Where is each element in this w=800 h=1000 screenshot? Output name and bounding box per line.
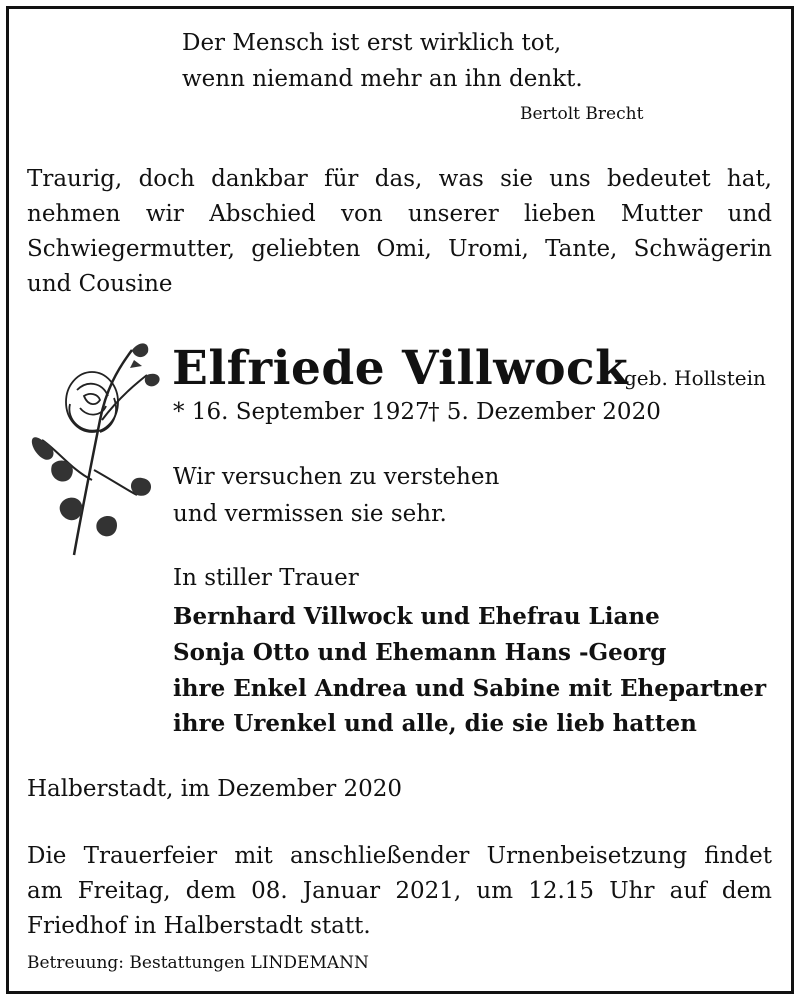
funeral-line-1: Die Trauerfeier mit anschließender Urnenbeisetzung findet <box>27 843 772 869</box>
intro-line-2: nehmen wir Abschied von unserer lieben Mutter und <box>27 201 772 227</box>
intro-line-1: Traurig, doch dankbar für das, was sie uns bedeutet hat, <box>27 166 772 192</box>
quote-line-1: Der Mensch ist erst wirklich tot, <box>182 30 562 56</box>
undertaker-credit: Betreuung: Bestattungen LINDEMANN <box>27 953 369 973</box>
deceased-name: Elfriede Villwock <box>172 341 629 396</box>
intro-line-3: Schwiegermutter, geliebten Omi, Uromi, Tante, Schwägerin <box>27 236 772 262</box>
message-line-1: Wir versuchen zu verstehen <box>173 464 500 490</box>
mourner-line: ihre Enkel Andrea und Sabine mit Ehepartner <box>173 675 767 702</box>
quote-author: Bertolt Brecht <box>520 104 644 124</box>
maiden-name: geb. Hollstein <box>624 366 766 390</box>
message-line-2: und vermissen sie sehr. <box>173 501 447 527</box>
mourners-heading: In stiller Trauer <box>173 565 359 591</box>
intro-line-4: und Cousine <box>27 271 173 297</box>
funeral-line-2: am Freitag, dem 08. Januar 2021, um 12.15 Uhr auf dem <box>27 878 772 904</box>
mourner-line: ihre Urenkel und alle, die sie lieb hatten <box>173 710 697 737</box>
death-date: † 5. Dezember 2020 <box>428 399 661 425</box>
quote-line-2: wenn niemand mehr an ihn denkt. <box>182 66 583 92</box>
rose-illustration <box>22 330 172 570</box>
mourner-line: Sonja Otto und Ehemann Hans -Georg <box>173 639 667 666</box>
funeral-line-3: Friedhof in Halberstadt statt. <box>27 913 371 939</box>
birth-date: * 16. September 1927 <box>173 399 430 425</box>
place-date: Halberstadt, im Dezember 2020 <box>27 776 403 802</box>
mourner-line: Bernhard Villwock und Ehefrau Liane <box>173 603 660 630</box>
